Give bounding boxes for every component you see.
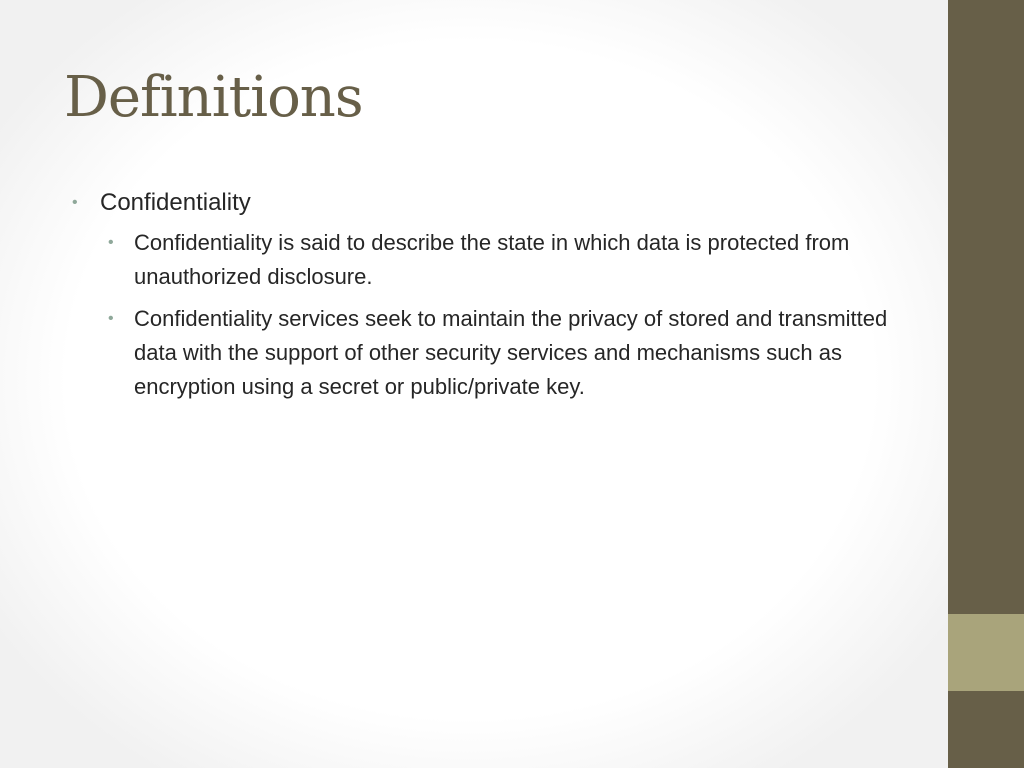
bullet-text: Confidentiality (100, 189, 251, 216)
bullet-item (72, 186, 918, 220)
bullet-dot-icon: • (108, 234, 114, 251)
sub-bullet-item (108, 226, 918, 294)
decorative-side-accent (948, 614, 1024, 691)
slide-content (72, 186, 918, 404)
bullet-dot-icon: • (108, 310, 114, 327)
sub-bullet-text: Confidentiality is said to describe the state in which data is protected from unauthorized disclosure. (134, 230, 850, 289)
bullet-dot-icon: • (72, 194, 78, 211)
sub-bullet-item (108, 302, 918, 404)
sub-bullet-text: Confidentiality services seek to maintain the privacy of stored and transmitted data with the support of other security services and mechanisms such as encryption using a secret or public/private key. (134, 306, 888, 399)
slide-title: Definitions (64, 65, 363, 130)
